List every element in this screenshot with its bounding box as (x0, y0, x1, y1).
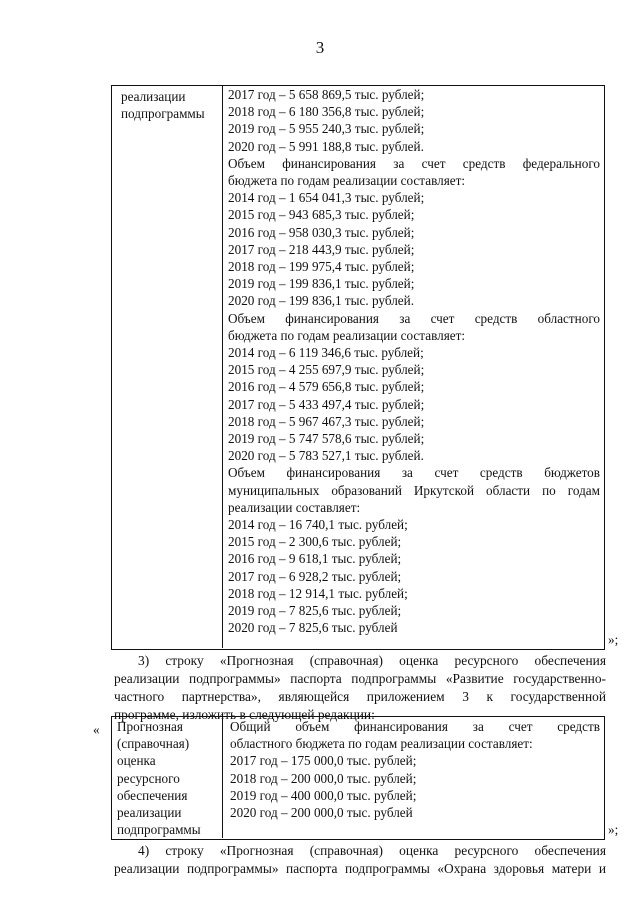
table-2-left-line: Прогнозная (117, 719, 183, 734)
table-1-row: 2018 год – 199 975,4 тыс. рублей; (228, 259, 415, 275)
table-1-row: Объем финансирования за счет средств бюджетов (228, 465, 600, 481)
table-2-row: 2020 год – 200 000,0 тыс. рублей (230, 805, 413, 821)
table-1-row: 2014 год – 16 740,1 тыс. рублей; (228, 517, 408, 533)
table-1-row: 2016 год – 9 618,1 тыс. рублей; (228, 551, 402, 567)
table-1-left-cell (121, 88, 219, 122)
paragraph-3-line: программе, изложить в следующей редакции: (114, 707, 375, 722)
table-1-row: 2017 год – 5 658 869,5 тыс. рублей; (228, 87, 425, 102)
table-1-row: 2020 год – 7 825,6 тыс. рублей (228, 620, 398, 636)
table-1-column-divider (222, 85, 223, 648)
table-1-right-cell (228, 86, 600, 637)
paragraph-4-line: 4) строку «Прогнозная (справочная) оценка ресурсного обеспечения (138, 843, 606, 858)
table-1-row: реализации составляет: (228, 499, 361, 515)
table-1-row: 2016 год – 958 030,3 тыс. рублей; (228, 224, 415, 240)
page-number: 3 (315, 38, 325, 57)
table-2-row: 2017 год – 175 000,0 тыс. рублей; (230, 753, 417, 769)
table-2-right-cell (230, 718, 600, 821)
table-1-row: бюджета по годам реализации составляет: (228, 173, 466, 189)
table-1-closing-quote: »; (608, 632, 619, 647)
table-2-left-cell (117, 718, 219, 838)
table-1-row: 2019 год – 5 955 240,3 тыс. рублей; (228, 121, 425, 137)
table-2-left-line: подпрограммы (117, 822, 201, 838)
table-1-row: 2014 год – 6 119 346,6 тыс. рублей; (228, 345, 424, 361)
table-1-row: 2017 год – 6 928,2 тыс. рублей; (228, 568, 402, 584)
table-1-row: 2018 год – 6 180 356,8 тыс. рублей; (228, 104, 425, 120)
table-1-row: Объем финансирования за счет средств областного (228, 310, 600, 326)
table-1-row: 2014 год – 1 654 041,3 тыс. рублей; (228, 190, 425, 206)
table-1-row: 2018 год – 5 967 467,3 тыс. рублей; (228, 413, 425, 429)
table-1-row: муниципальных образований Иркутской области по годам (228, 482, 600, 498)
table-1-row: 2016 год – 4 579 656,8 тыс. рублей; (228, 379, 425, 395)
table-1-row: 2019 год – 7 825,6 тыс. рублей; (228, 603, 402, 619)
paragraph-3-line: реализации подпрограммы» паспорта подпрограммы «Развитие государственно- (114, 671, 606, 686)
table-1-row: 2015 год – 2 300,6 тыс. рублей; (228, 534, 402, 550)
table-1-row: 2015 год – 943 685,3 тыс. рублей; (228, 207, 415, 223)
table-1-row: бюджета по годам реализации составляет: (228, 327, 466, 343)
paragraph-3-line: частного партнерства», являющейся приложением 3 к государственной (114, 689, 606, 704)
table-1-row: Объем финансирования за счет средств федерального (228, 155, 600, 171)
paragraph-4-line: реализации подпрограммы» паспорта подпрограммы «Охрана здоровья матери и (114, 861, 606, 876)
paragraph-3 (114, 652, 606, 724)
table-1-row: 2020 год – 199 836,1 тыс. рублей. (228, 293, 414, 309)
table-2-row: Общий объем финансирования за счет средств (230, 719, 600, 734)
table-1-row: 2017 год – 218 443,9 тыс. рублей; (228, 241, 415, 257)
table-1-row: 2019 год – 199 836,1 тыс. рублей; (228, 276, 415, 292)
paragraph-3-line: 3) строку «Прогнозная (справочная) оценка ресурсного обеспечения (138, 653, 606, 668)
table-1-row: 2020 год – 5 783 527,1 тыс. рублей. (228, 448, 424, 464)
table-2-row: 2018 год – 200 000,0 тыс. рублей; (230, 770, 417, 786)
table-1-left-line: подпрограммы (121, 106, 205, 122)
table-2-left-line: (справочная) (117, 736, 190, 752)
paragraph-4 (114, 842, 606, 878)
table-2-row: 2019 год – 400 000,0 тыс. рублей; (230, 787, 417, 803)
table-2-left-line: оценка (117, 753, 156, 769)
table-1-left-line: реализации (121, 89, 186, 104)
table-1-row: 2017 год – 5 433 497,4 тыс. рублей; (228, 396, 425, 412)
table-1-row: 2018 год – 12 914,1 тыс. рублей; (228, 585, 408, 601)
table-2-closing-quote: »; (608, 822, 619, 837)
table-1-row: 2019 год – 5 747 578,6 тыс. рублей; (228, 431, 425, 447)
table-2-left-line: реализации (117, 805, 182, 821)
table-2-opening-quote: « (93, 722, 100, 737)
table-2-left-line: обеспечения (117, 787, 188, 803)
table-1-row: 2015 год – 4 255 697,9 тыс. рублей; (228, 362, 425, 378)
table-1-row: 2020 год – 5 991 188,8 тыс. рублей. (228, 138, 424, 154)
table-2-left-line: ресурсного (117, 770, 180, 786)
table-2-column-divider (222, 716, 223, 838)
table-2-row: областного бюджета по годам реализации составляет: (230, 736, 533, 752)
